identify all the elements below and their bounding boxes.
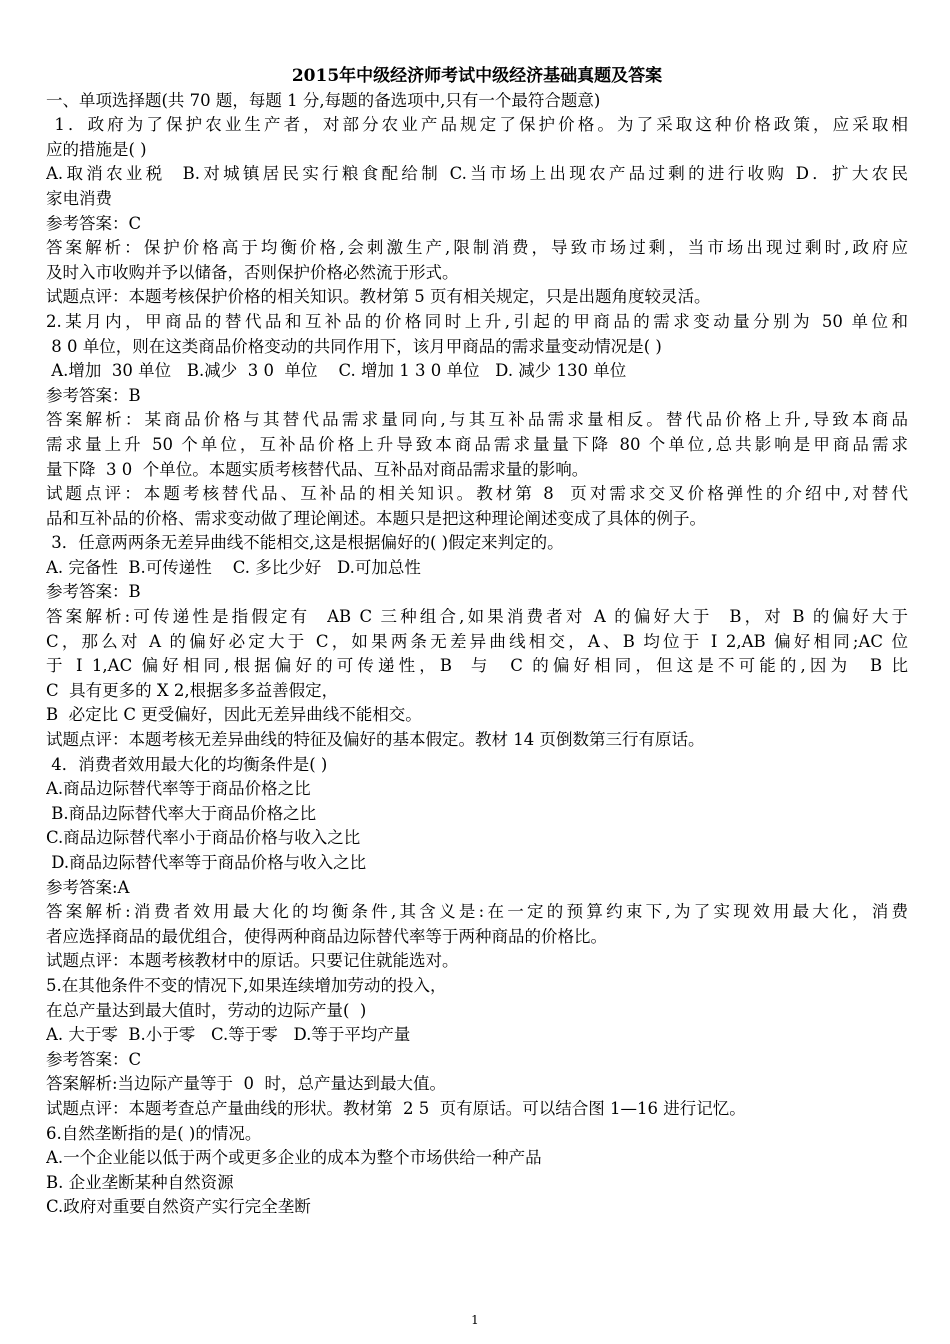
document-lines <box>46 89 908 1220</box>
text-line: A.增加 30 单位 B.减少 3 0 单位 C. 增加 1 3 0 单位 D. 减少 130 单位 <box>46 361 627 381</box>
text-line: B.商品边际替代率大于商品价格之比 <box>46 803 317 823</box>
text-line: 答案解析:消费者效用最大化的均衡条件,其含义是:在一定的预算约束下,为了实现效用最大化，消费 <box>46 902 908 922</box>
text-line: 5.在其他条件不变的情况下,如果连续增加劳动的投入， <box>46 975 447 995</box>
text-line: 8 0 单位，则在这类商品价格变动的共同作用下，该月甲商品的需求量变动情况是( ) <box>46 336 662 356</box>
text-line: 在总产量达到最大值时，劳动的边际产量( ) <box>46 1000 367 1020</box>
text-line: C.商品边际替代率小于商品价格与收入之比 <box>46 828 361 848</box>
text-line: 参考答案：C <box>46 213 142 233</box>
text-line: 于 I 1,AC 偏好相同,根据偏好的可传递性，B 与 C 的偏好相同，但这是不可能的,因为 B 比 <box>46 656 908 676</box>
text-line: D.商品边际替代率等于商品价格与收入之比 <box>46 853 367 872</box>
text-line: 答案解析:当边际产量等于 0 时，总产量达到最大值。 <box>46 1074 447 1094</box>
text-line: 6.自然垄断指的是( )的情况。 <box>46 1123 262 1143</box>
text-line: 试题点评：本题考核教材中的原话。只要记住就能选对。 <box>46 951 459 971</box>
text-line: 应的措施是( ) <box>46 139 147 159</box>
text-line: A. 大于零 B.小于零 C.等于零 D.等于平均产量 <box>46 1025 411 1045</box>
text-line: 量下降 3 0 个单位。本题实质考核替代品、互补品对商品需求量的影响。 <box>46 459 589 479</box>
text-line: C.政府对重要自然资产实行完全垄断 <box>46 1197 311 1217</box>
text-line: 品和互补品的价格、需求变动做了理论阐述。本题只是把这种理论阐述变成了具体的例子。 <box>46 508 706 528</box>
text-line: 试题点评：本题考核无差异曲线的特征及偏好的基本假定。教材 14 页倒数第三行有原话。 <box>46 730 705 750</box>
text-line: 答案解析：某商品价格与其替代品需求量同向,与其互补品需求量相反。替代品价格上升,导致本商品 <box>46 410 908 430</box>
document-body <box>46 64 908 1220</box>
text-line: 试题点评：本题考核保护价格的相关知识。教材第 5 页有相关规定，只是出题角度较灵活。 <box>46 287 711 307</box>
text-line: A.商品边际替代率等于商品价格之比 <box>46 779 311 799</box>
text-line: 参考答案：C <box>46 1049 142 1069</box>
text-line: 参考答案：B <box>46 582 141 602</box>
text-line: A.一个企业能以低于两个或更多企业的成本为整个市场供给一种产品 <box>46 1148 542 1168</box>
text-line: 参考答案：B <box>46 385 141 405</box>
text-line: C 具有更多的 X 2,根据多多益善假定， <box>46 680 339 700</box>
text-line: 3．任意两两条无差异曲线不能相交,这是根据偏好的( )假定来判定的。 <box>46 533 564 553</box>
text-line: 试题点评：本题考核替代品、互补品的相关知识。教材第 8 页对需求交叉价格弹性的介绍中,对替代 <box>46 484 908 504</box>
text-line: B 必定比 C 更受偏好，因此无差异曲线不能相交。 <box>46 705 422 725</box>
text-line: 4．消费者效用最大化的均衡条件是( ) <box>46 754 328 774</box>
text-line: 1．政府为了保护农业生产者，对部分农业产品规定了保护价格。为了采取这种价格政策，应采取相 <box>46 115 908 135</box>
text-line: 答案解析：保护价格高于均衡价格,会刺激生产,限制消费，导致市场过剩，当市场出现过剩时,政府应 <box>46 238 908 258</box>
text-line: 需求量上升 50 个单位，互补品价格上升导致本商品需求量量下降 80 个单位,总共影响是甲商品需求 <box>46 434 908 454</box>
text-line: 一、单项选择题(共 70 题，每题 1 分,每题的备选项中,只有一个最符合题意) <box>46 90 601 110</box>
text-line: 家电消费 <box>46 188 112 208</box>
text-line: 答案解析:可传递性是指假定有 AB C 三种组合,如果消费者对 A 的偏好大于 B，对 B 的偏好大于 <box>46 607 908 627</box>
text-line: 试题点评：本题考查总产量曲线的形状。教材第 2 5 页有原话。可以结合图 1—16 进行记忆。 <box>46 1098 746 1118</box>
text-line: 及时入市收购并予以储备，否则保护价格必然流于形式。 <box>46 262 459 282</box>
text-line: 2.某月内，甲商品的替代品和互补品的价格同时上升,引起的甲商品的需求变动量分别为 50 单位和 <box>46 311 908 331</box>
text-line: A.取消农业税 B.对城镇居民实行粮食配给制 C.当市场上出现农产品过剩的进行收购 D．扩大农民 <box>46 164 908 184</box>
text-line: A. 完备性 B.可传递性 C. 多比少好 D.可加总性 <box>46 557 421 577</box>
page-number: 1 <box>471 1313 479 1327</box>
text-line: 参考答案:A <box>46 877 130 897</box>
text-line: 者应选择商品的最优组合，使得两种商品边际替代率等于两种商品的价格比。 <box>46 926 607 946</box>
document-title: 2015年中级经济师考试中级经济基础真题及答案 <box>291 66 663 86</box>
text-line: C，那么对 A 的偏好必定大于 C，如果两条无差异曲线相交，A、B 均位于 I 2,AB 偏好相同;AC 位 <box>46 631 908 651</box>
text-line: B. 企业垄断某种自然资源 <box>46 1172 234 1192</box>
